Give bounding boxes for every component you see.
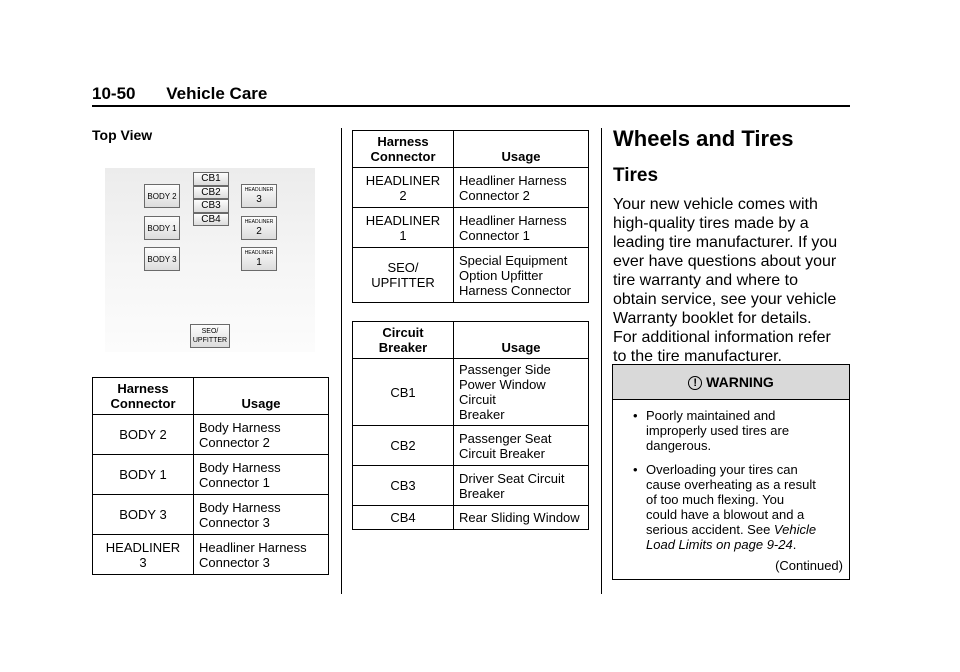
table-row [93, 455, 329, 495]
harness-connector-table-2 [352, 130, 589, 303]
page-number: 10-50 [92, 84, 136, 103]
circuit-breaker-table [352, 321, 589, 530]
usage-line: Connector 1 [199, 474, 270, 490]
bullet-icon: • [633, 462, 638, 477]
connector-headliner-1 [241, 247, 277, 271]
breaker-cell: CB4 [353, 506, 454, 530]
connector-body-3: BODY 3 [144, 247, 180, 271]
connector-line: HEADLINER [365, 212, 441, 228]
usage-line: Option Upfitter [459, 267, 543, 283]
section-name: Vehicle Care [166, 84, 268, 103]
seo-line-1: SEO/ [201, 328, 219, 335]
table-row [93, 495, 329, 535]
table-row [93, 415, 329, 455]
warning-item [633, 408, 843, 453]
table-row [353, 359, 589, 426]
connector-seo-upfitter [190, 324, 230, 348]
breaker-cb1: CB1 [193, 172, 229, 186]
paragraph-line: leading tire manufacturer. If you [613, 234, 838, 251]
header-line: Harness [377, 134, 429, 149]
column-separator-right [601, 128, 602, 594]
connector-line: 1 [399, 227, 407, 243]
warning-title: WARNING [706, 374, 774, 390]
breaker-cell: CB3 [353, 466, 454, 506]
header-line: Connector [110, 396, 176, 411]
warning-line: improperly used tires are [646, 423, 790, 438]
usage-line: Harness Connector [459, 282, 571, 298]
table-row [93, 535, 329, 575]
warning-list [613, 400, 849, 552]
warning-line: dangerous. [646, 438, 712, 453]
usage-cell [454, 359, 589, 426]
usage-cell [194, 415, 329, 455]
usage-line: Circuit Breaker [459, 445, 545, 461]
paragraph-line: ever have questions about your [613, 253, 837, 270]
usage-line: Breaker [459, 485, 505, 501]
connector-line: 3 [139, 554, 147, 570]
breaker-cb3: CB3 [193, 199, 229, 213]
usage-line: Connector 2 [459, 187, 530, 203]
connector-line: SEO/ [387, 260, 419, 275]
paragraph-line: high-quality tires made by a [613, 215, 809, 232]
usage-line: Breaker [459, 407, 505, 422]
usage-line: Passenger Side [459, 362, 551, 377]
paragraph-line: obtain service, see your vehicle [613, 291, 837, 308]
table-row [353, 426, 589, 466]
usage-line: Connector 1 [459, 227, 530, 243]
usage-line: Special Equipment [459, 252, 568, 268]
subsection-heading: Tires [613, 165, 659, 186]
top-view-title: Top View [92, 127, 153, 143]
connector-headliner-2 [241, 216, 277, 240]
connector-cell: BODY 3 [93, 495, 194, 535]
warning-line: Overloading your tires can [646, 462, 798, 477]
header-line: Circuit [382, 325, 424, 340]
continued-label: (Continued) [775, 558, 843, 573]
connector-line: UPFITTER [371, 275, 435, 290]
usage-line: Body Harness [199, 499, 281, 515]
breaker-cell: CB1 [353, 359, 454, 426]
usage-cell [454, 426, 589, 466]
cross-reference-link[interactable]: Load Limits on page 9-24 [646, 537, 793, 552]
paragraph-line: For additional information refer [613, 329, 831, 346]
usage-cell [194, 535, 329, 575]
column-header-usage: Usage [454, 131, 589, 168]
headliner-2-label: HEADLINER [244, 219, 274, 225]
usage-line: Connector 2 [199, 434, 270, 450]
breaker-cb4: CB4 [193, 213, 229, 227]
table-header-row [353, 131, 589, 168]
connector-cell [353, 208, 454, 248]
connector-body-2: BODY 2 [144, 184, 180, 208]
usage-line: Driver Seat Circuit [459, 470, 565, 486]
table-row [353, 168, 589, 208]
column-header-connector [93, 378, 194, 415]
usage-cell [454, 248, 589, 303]
warning-line: of too much flexing. You [646, 492, 785, 507]
warning-line: serious accident. See [646, 522, 771, 537]
header-line: Connector [370, 149, 436, 164]
column-header-usage: Usage [454, 322, 589, 359]
usage-cell [194, 455, 329, 495]
headliner-3-label: HEADLINER [244, 187, 274, 193]
warning-line: could have a blowout and a [646, 507, 805, 522]
header-rule [92, 105, 850, 107]
chapter-heading: Wheels and Tires [613, 126, 794, 151]
usage-line: Body Harness [199, 459, 281, 475]
connector-line: HEADLINER [365, 172, 441, 188]
warning-item [633, 462, 843, 552]
connector-line: HEADLINER [105, 539, 181, 555]
column-header-breaker [353, 322, 454, 359]
usage-line: Power Window Circuit [459, 377, 546, 407]
bullet-icon: • [633, 408, 638, 423]
tires-paragraph [613, 195, 858, 366]
fuse-block-diagram [105, 168, 315, 352]
table-row [353, 248, 589, 303]
warning-line-end: . [792, 537, 797, 552]
connector-headliner-3 [241, 184, 277, 208]
column-header-usage: Usage [194, 378, 329, 415]
seo-line-2: UPFITTER [192, 337, 228, 344]
usage-cell: Rear Sliding Window [454, 506, 589, 530]
warning-header [613, 365, 849, 400]
usage-cell [454, 208, 589, 248]
cross-reference-link[interactable]: Vehicle [773, 522, 817, 537]
paragraph-line: Your new vehicle comes with [613, 196, 818, 213]
table-row [353, 466, 589, 506]
paragraph-line: tire warranty and where to [613, 272, 798, 289]
usage-line: Headliner Harness [199, 539, 307, 555]
table-row [353, 506, 589, 530]
usage-line: Body Harness [199, 419, 281, 435]
headliner-1-label: HEADLINER [244, 250, 274, 256]
paragraph-line: to the tire manufacturer. [613, 348, 782, 365]
table-header-row [93, 378, 329, 415]
connector-cell [353, 248, 454, 303]
usage-line: Passenger Seat [459, 430, 552, 446]
harness-connector-table-1 [92, 377, 329, 575]
headliner-3-number: 3 [256, 194, 262, 205]
column-header-connector [353, 131, 454, 168]
breaker-cb2: CB2 [193, 186, 229, 200]
page-header [92, 84, 267, 104]
usage-line: Headliner Harness [459, 172, 567, 188]
connector-line: 2 [399, 187, 407, 203]
connector-cell: BODY 1 [93, 455, 194, 495]
header-line: Breaker [378, 340, 428, 355]
usage-cell [454, 168, 589, 208]
connector-cell: BODY 2 [93, 415, 194, 455]
connector-body-1: BODY 1 [144, 216, 180, 240]
breaker-cell: CB2 [353, 426, 454, 466]
headliner-1-number: 1 [256, 257, 262, 268]
warning-line: cause overheating as a result [646, 477, 816, 492]
warning-box [612, 364, 850, 580]
usage-line: Connector 3 [199, 554, 270, 570]
table-row [353, 208, 589, 248]
headliner-2-number: 2 [256, 226, 262, 237]
usage-cell [454, 466, 589, 506]
usage-line: Connector 3 [199, 514, 270, 530]
table-header-row [353, 322, 589, 359]
header-line: Harness [117, 381, 169, 396]
usage-line: Headliner Harness [459, 212, 567, 228]
warning-line: Poorly maintained and [646, 408, 776, 423]
usage-cell [194, 495, 329, 535]
warning-exclamation-icon: ! [688, 376, 702, 390]
column-separator-left [341, 128, 342, 594]
paragraph-line: Warranty booklet for details. [613, 310, 812, 327]
connector-cell [93, 535, 194, 575]
connector-cell [353, 168, 454, 208]
